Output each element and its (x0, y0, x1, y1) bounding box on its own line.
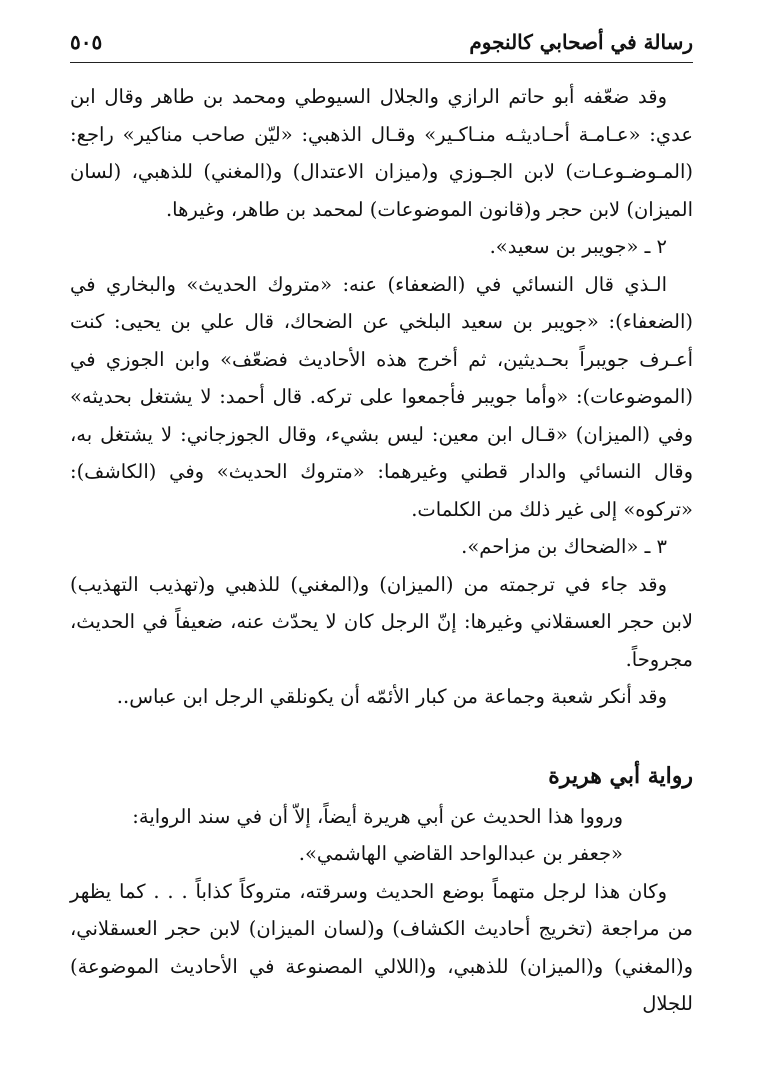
section-heading: رواية أبي هريرة (548, 762, 693, 789)
paragraph-abu-hurayra: ورووا هذا الحديث عن أبي هريرة أيضاً، إلاّ أن في سند الرواية: (132, 804, 623, 828)
paragraph-dahhak: وقد جاء في ترجمته من (الميزان) و(المغني) للذهبي و(تهذيب التهذيب) لابن حجر العسقلاني وغيرها: إنّ الرجل كان لا يحدّث عنه، ضعيفاً في الحديث، مجروحاً. (70, 572, 693, 671)
paragraph-accusation: وكان هذا لرجل متهماً بوضع الحديث وسرقته، متروكاً كذاباً . . . كما يظهر من مراجعة (تخريج أحاديث الكشاف) و(لسان الميزان) لابن حجر العسقلاني، و(المغني) و(الميزان) للذهبي، و(اللالي المصنوعة في الأحاديث الموضوعة) للجلال (70, 879, 693, 1015)
paragraph-jafar: «جعفر بن عبدالواحد القاضي الهاشمي». (298, 842, 623, 865)
running-header (70, 28, 693, 63)
paragraph-shuba: وقد أنكر شعبة وجماعة من كبار الأئمّه أن يكونلقي الرجل ابن عباس.. (116, 685, 667, 708)
paragraph-narrator-2-heading: ٢ ـ «جويبر بن سعيد». (489, 235, 667, 258)
running-title: رسالة في أصحابي كالنجوم (469, 30, 693, 54)
page-body (70, 78, 693, 1023)
book-page (70, 0, 693, 1090)
section-spacer (70, 716, 693, 754)
paragraph-weakness-opinions: وقد ضعّفه أبو حاتم الرازي والجلال السيوطي ومحمد بن طاهر وقال ابن عدي: «عـامـة أحـاديثـه منـاكـير» وقـال الذهبي: «ليّن صاحب مناكير» راجع: (المـوضـوعـات) لابن الجـوزي و(ميزان الاعتدال) و(المغني) للذهبي، (لسان الميزان) لابن حجر و(قانون الموضوعات) لمحمد بن طاهر، وغيرها. (70, 85, 693, 221)
page-number: ٥٠٥ (70, 30, 103, 54)
paragraph-narrator-3-heading: ٣ ـ «الضحاك بن مزاحم». (461, 535, 667, 558)
paragraph-juwaybir: الـذي قال النسائي في (الضعفاء) عنه: «متروك الحديث» والبخاري في (الضعفاء): «جويبر بن سعيد البلخي عن الضحاك، قال علي بن يحيى: كنت أعـرف جويبراً بحـديثين، ثم أخرج هذه الأحاديث فضعّف» وابن الجوزي في (الموضوعات): «وأما جويبر فأجمعوا على تركه. قال أحمد: لا يشتغل بحديثه» وفي (الميزان) «قـال ابن معين: ليس بشيء، وقال الجوزجاني: لا يشتغل به، وقال النسائي والدار قطني وغيرهما: «متروك الحديث» وفي (الكاشف): «تركوه» إلى غير ذلك من الكلمات. (70, 272, 693, 521)
